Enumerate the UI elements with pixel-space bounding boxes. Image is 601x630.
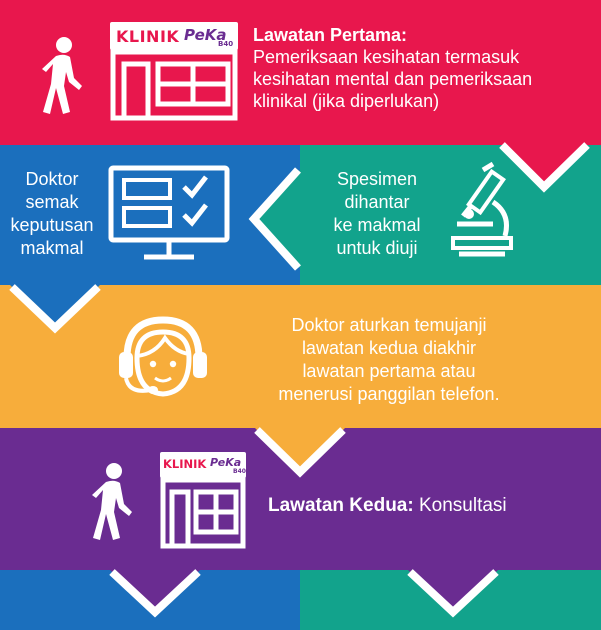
clinic-building-icon (110, 22, 238, 120)
step2-line4: makmal (20, 238, 84, 258)
clinic-brand-sub: B40 (218, 40, 234, 48)
step3-line1: Spesimen (336, 169, 418, 189)
clinic-name: KLINIK (116, 27, 180, 46)
chevron-down-icon (10, 285, 100, 328)
step5-text (268, 494, 588, 517)
clinic-brand: PeKa (210, 456, 242, 469)
step1-text (253, 24, 593, 112)
chevron-down-icon (408, 570, 498, 612)
walking-person-icon (36, 36, 86, 116)
step3-text (322, 168, 432, 260)
step4-line1: Doktor aturkan temujanji (291, 315, 487, 335)
step1-line1: Pemeriksaan kesihatan termasuk (253, 47, 520, 67)
step2-line2: semak (25, 192, 79, 212)
clinic-building-icon (160, 452, 246, 548)
clinic-brand-sub: B40 (233, 468, 246, 475)
monitor-checklist-icon (108, 165, 230, 263)
step4-line4: menerusi panggilan telefon. (278, 384, 500, 404)
step3-line3: ke makmal (333, 215, 421, 235)
step4-text (244, 314, 534, 406)
step4-line2: lawatan kedua diakhir (301, 338, 477, 358)
clinic-brand: PeKa (184, 26, 227, 44)
clinic-name: KLINIK (163, 457, 207, 471)
chevron-down-icon (110, 570, 200, 612)
step1-line2: kesihatan mental dan pemeriksaan (253, 69, 533, 89)
clinic-sign (110, 22, 238, 50)
chevron-down-icon (255, 428, 345, 473)
step2-line3: keputusan (10, 215, 94, 235)
step1-title: Lawatan Pertama: (253, 25, 408, 45)
step3-line2: dihantar (344, 192, 410, 212)
walking-person-icon (86, 462, 136, 542)
step2-text (6, 168, 98, 260)
clinic-sign (160, 452, 246, 478)
step4-line3: lawatan pertama atau (302, 361, 476, 381)
step5-title: Lawatan Kedua: (268, 495, 414, 516)
step3-line4: untuk diuji (336, 238, 418, 258)
step1-line3: klinikal (jika diperlukan) (253, 91, 440, 111)
microscope-icon (449, 166, 515, 260)
step5-detail: Konsultasi (418, 495, 507, 516)
call-center-agent-icon (115, 312, 211, 400)
step2-line1: Doktor (25, 169, 79, 189)
